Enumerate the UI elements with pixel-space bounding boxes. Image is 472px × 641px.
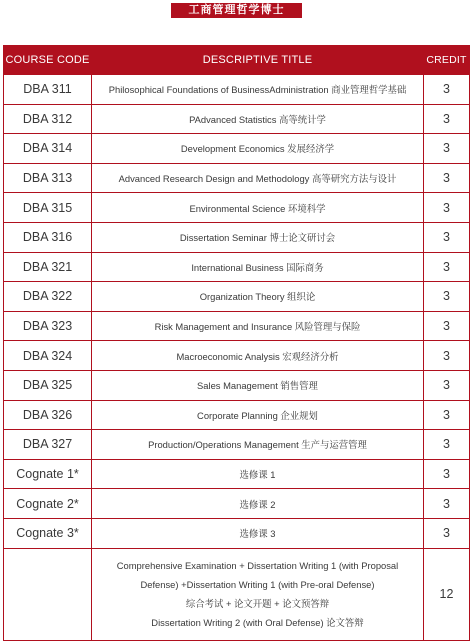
table-row	[4, 252, 470, 282]
credit-cell: 3	[424, 193, 470, 223]
table-row	[4, 459, 470, 489]
descriptive-title-cell: Organization Theory 组织论	[92, 282, 424, 312]
table-row	[4, 341, 470, 371]
table-row	[4, 489, 470, 519]
credit-cell: 3	[424, 400, 470, 430]
table-row	[4, 518, 470, 548]
header-course-code: COURSE CODE	[4, 46, 92, 75]
table-row	[4, 134, 470, 164]
credit-cell: 12	[424, 548, 470, 640]
descriptive-title-cell: Sales Management 销售管理	[92, 370, 424, 400]
descriptive-title-cell: Development Economics 发展经济学	[92, 134, 424, 164]
final-description-line: 综合考试 + 论文开题 + 论文预答辩	[185, 598, 330, 609]
table-row	[4, 430, 470, 460]
course-code-cell: Cognate 3*	[4, 518, 92, 548]
credit-cell: 3	[424, 75, 470, 105]
credit-cell: 3	[424, 459, 470, 489]
table-row	[4, 400, 470, 430]
credit-cell: 3	[424, 222, 470, 252]
descriptive-title-cell: 选修课 2	[92, 489, 424, 519]
descriptive-title-cell: PAdvanced Statistics 高等统计学	[92, 104, 424, 134]
table-row	[4, 370, 470, 400]
credit-cell: 3	[424, 163, 470, 193]
descriptive-title-cell: 选修课 1	[92, 459, 424, 489]
course-code-cell: DBA 327	[4, 430, 92, 460]
descriptive-title-cell: Macroeconomic Analysis 宏观经济分析	[92, 341, 424, 371]
table-row	[4, 222, 470, 252]
course-code-cell: DBA 324	[4, 341, 92, 371]
descriptive-title-cell: Advanced Research Design and Methodology 高等研究方法与设计	[92, 163, 424, 193]
credit-cell: 3	[424, 430, 470, 460]
credit-cell: 3	[424, 341, 470, 371]
course-code-cell: DBA 316	[4, 222, 92, 252]
credit-cell: 3	[424, 282, 470, 312]
credit-cell: 3	[424, 489, 470, 519]
credit-cell: 3	[424, 518, 470, 548]
header-descriptive-title: DESCRIPTIVE TITLE	[92, 46, 424, 75]
credit-cell: 3	[424, 104, 470, 134]
descriptive-title-cell: Environmental Science 环境科学	[92, 193, 424, 223]
descriptive-title-cell: Production/Operations Management 生产与运营管理	[92, 430, 424, 460]
credit-cell: 3	[424, 134, 470, 164]
header-credit: CREDIT	[424, 46, 470, 75]
table-row	[4, 193, 470, 223]
course-code-cell: DBA 322	[4, 282, 92, 312]
course-code-cell: DBA 314	[4, 134, 92, 164]
descriptive-title-cell: International Business 国际商务	[92, 252, 424, 282]
course-code-cell: DBA 313	[4, 163, 92, 193]
final-description-line: Defense) +Dissertation Writing 1 (with Pre-oral Defense)	[140, 579, 375, 590]
banner-title: 工商管理哲学博士	[171, 3, 302, 18]
descriptive-title-cell: Risk Management and Insurance 风险管理与保险	[92, 311, 424, 341]
course-table-body	[4, 75, 470, 641]
credit-cell: 3	[424, 370, 470, 400]
course-code-cell: DBA 323	[4, 311, 92, 341]
course-code-cell: DBA 312	[4, 104, 92, 134]
table-row	[4, 163, 470, 193]
final-description-cell	[92, 548, 424, 640]
course-code-cell: Cognate 2*	[4, 489, 92, 519]
course-table	[3, 45, 470, 641]
descriptive-title-cell: 选修课 3	[92, 518, 424, 548]
descriptive-title-cell: Corporate Planning 企业规划	[92, 400, 424, 430]
descriptive-title-cell: Dissertation Seminar 博士论文研讨会	[92, 222, 424, 252]
table-row	[4, 311, 470, 341]
course-code-cell: DBA 321	[4, 252, 92, 282]
course-code-cell	[4, 548, 92, 640]
table-row	[4, 75, 470, 105]
course-code-cell: DBA 311	[4, 75, 92, 105]
final-description-line: Dissertation Writing 2 (with Oral Defense) 论文答辩	[151, 617, 364, 628]
descriptive-title-cell: Philosophical Foundations of BusinessAdministration 商业管理哲学基础	[92, 75, 424, 105]
table-row	[4, 282, 470, 312]
table-header-row	[4, 46, 470, 75]
credit-cell: 3	[424, 252, 470, 282]
course-code-cell: DBA 325	[4, 370, 92, 400]
course-code-cell: DBA 315	[4, 193, 92, 223]
final-description-line: Comprehensive Examination + Dissertation Writing 1 (with Proposal	[116, 560, 399, 571]
table-row	[4, 104, 470, 134]
credit-cell: 3	[424, 311, 470, 341]
course-code-cell: DBA 326	[4, 400, 92, 430]
table-row-final	[4, 548, 470, 640]
course-code-cell: Cognate 1*	[4, 459, 92, 489]
